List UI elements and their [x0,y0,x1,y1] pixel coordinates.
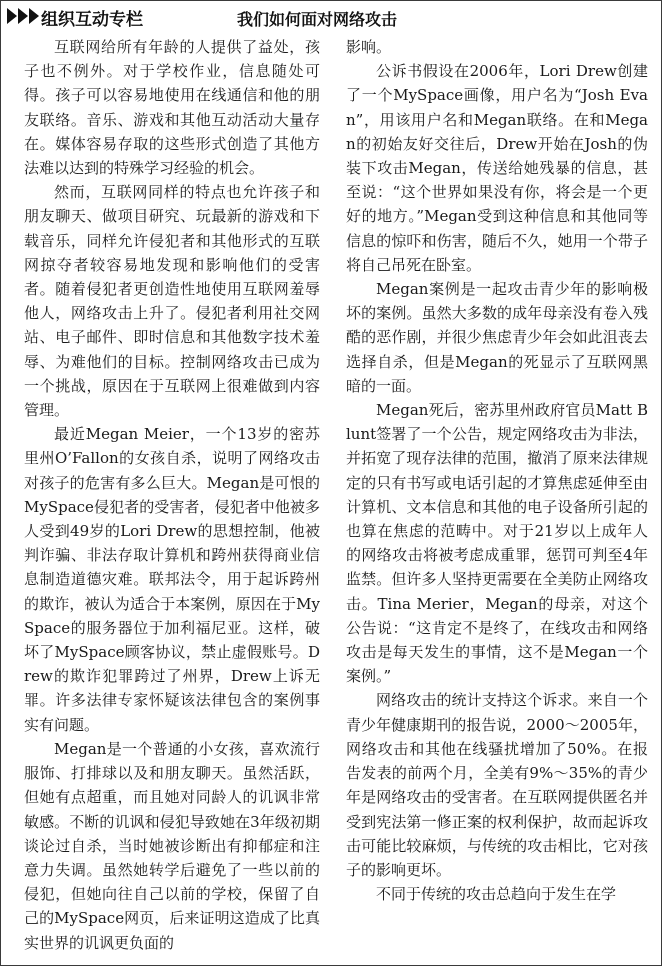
left-column [1,35,332,965]
paragraph: Megan死后，密苏里州政府官员Matt Blunt签署了一个公告，规定网络攻击为非法，并拓宽了现存法律的范围，撤消了原来法律规定的只有书写或电话引起的才算焦虑延伸至由计算机、文本信息和其他的电子设备所引起的也算在焦虑的范畴中。对于21岁以上成年人的网络攻击将被考虑成重罪，惩罚可判至4年监禁。但许多人坚持更需要在全美防止网络攻击。Tina Merier，Megan的母亲，对这个公告说：“这肯定不是终了，在线攻击和网络攻击是每天发生的事情，这不是Megan一个案例。” [346,401,648,686]
arrow-icon [7,8,17,24]
paragraph: 网络攻击的统计支持这个诉求。来自一个青少年健康期刊的报告说，2000～2005年，网络攻击和其他在线骚扰增加了50%。在报告发表的前两个月，全美有9%～35%的青少年是网络攻击的受害者。在互联网提供匿名并受到宪法第一修正案的权利保护，故而起诉攻击可能比较麻烦，与传统的攻击相比，它对孩子的影响更坏。 [346,691,648,879]
paragraph: Megan是一个普通的小女孩，喜欢流行服饰、打排球以及和朋友聊天。虽然活跃，但她有点超重，而且她对同龄人的讥讽非常敏感。不断的讥讽和侵犯导致她在3年级初期谈论过自杀，当时她被诊断出有抑郁症和注意力失调。虽然她转学后避免了一些以前的侵犯，但她向往自己以前的学校，保留了自己的MySpace网页，后来证明这造成了比真实世界的讥讽更负面的 [24,739,320,952]
paragraph: 然而，互联网同样的特点也允许孩子和朋友聊天、做项目研究、玩最新的游戏和下载音乐，同样允许侵犯者和其他形式的互联网掠夺者较容易地发现和影响他们的受害者。随着侵犯者更创造性地使用互联网羞辱他人，网络攻击上升了。侵犯者利用社交网站、电子邮件、即时信息和其他数字技术羞辱、为难他们的目标。控制网络攻击已成为一个挑战，原因在于互联网上很难做到内容管理。 [24,183,320,420]
paragraph-continuation: 影响。 [346,38,392,56]
paragraph: 互联网给所有年龄的人提供了益处，孩子也不例外。对于学校作业，信息随处可得。孩子可以容易地使用在线通信和他的朋友联络。音乐、游戏和其他互动活动大量存在。媒体容易存取的这些形式创造了其他方法难以达到的特殊学习经验的机会。 [24,38,320,178]
article-title: 我们如何面对网络攻击 [237,10,398,29]
arrow-icon [18,8,28,24]
paragraph: 公诉书假设在2006年，Lori Drew创建了一个MySpace画像，用户名为“Josh Evan”，用该用户名和Megan联络。在和Megan的初始友好交往后，Drew开始在Josh的伪装下攻击Megan，传送给她残暴的信息，甚至说：“这个世界如果没有你，将会是一个更好的地方。”Megan受到这种信息和其他同等信息的惊吓和伤害，随后不久，她用一个带子将自己吊死在卧室。 [346,62,648,274]
arrow-icon [29,8,39,24]
article-body [1,35,661,965]
paragraph: 不同于传统的攻击总趋向于发生在学 [376,885,617,904]
column-label: 组织互动专栏 [41,10,143,30]
article-header [1,1,661,31]
triple-arrow-icon [7,8,40,24]
paragraph: 最近Megan Meier，一个13岁的密苏里州O’Fallon的女孩自杀，说明了网络攻击对孩子的危害有多么巨大。Megan是可恨的MySpace侵犯者的受害者，侵犯者中他被多人受到49岁的Lori Drew的思想控制，他被判诈骗、非法存取计算机和跨州获得商业信息制造道德灾难。联邦法令，用于起诉跨州的欺诈，被认为适合于本案例，原因在于MySpace的服务器位于加利福尼亚。这样，破坏了MySpace顾客协议，禁止虚假账号。Drew的欺诈犯罪跨过了州界，Drew上诉无罪。许多法律专家怀疑该法律包含的案例事实有问题。 [24,425,320,734]
paragraph: Megan案例是一起攻击青少年的影响极坏的案例。虽然大多数的成年母亲没有卷入残酷的恶作剧，并很少焦虑青少年会如此沮丧去选择自杀，但是Megan的死显示了互联网黑暗的一面。 [346,280,648,395]
right-column [332,35,661,965]
